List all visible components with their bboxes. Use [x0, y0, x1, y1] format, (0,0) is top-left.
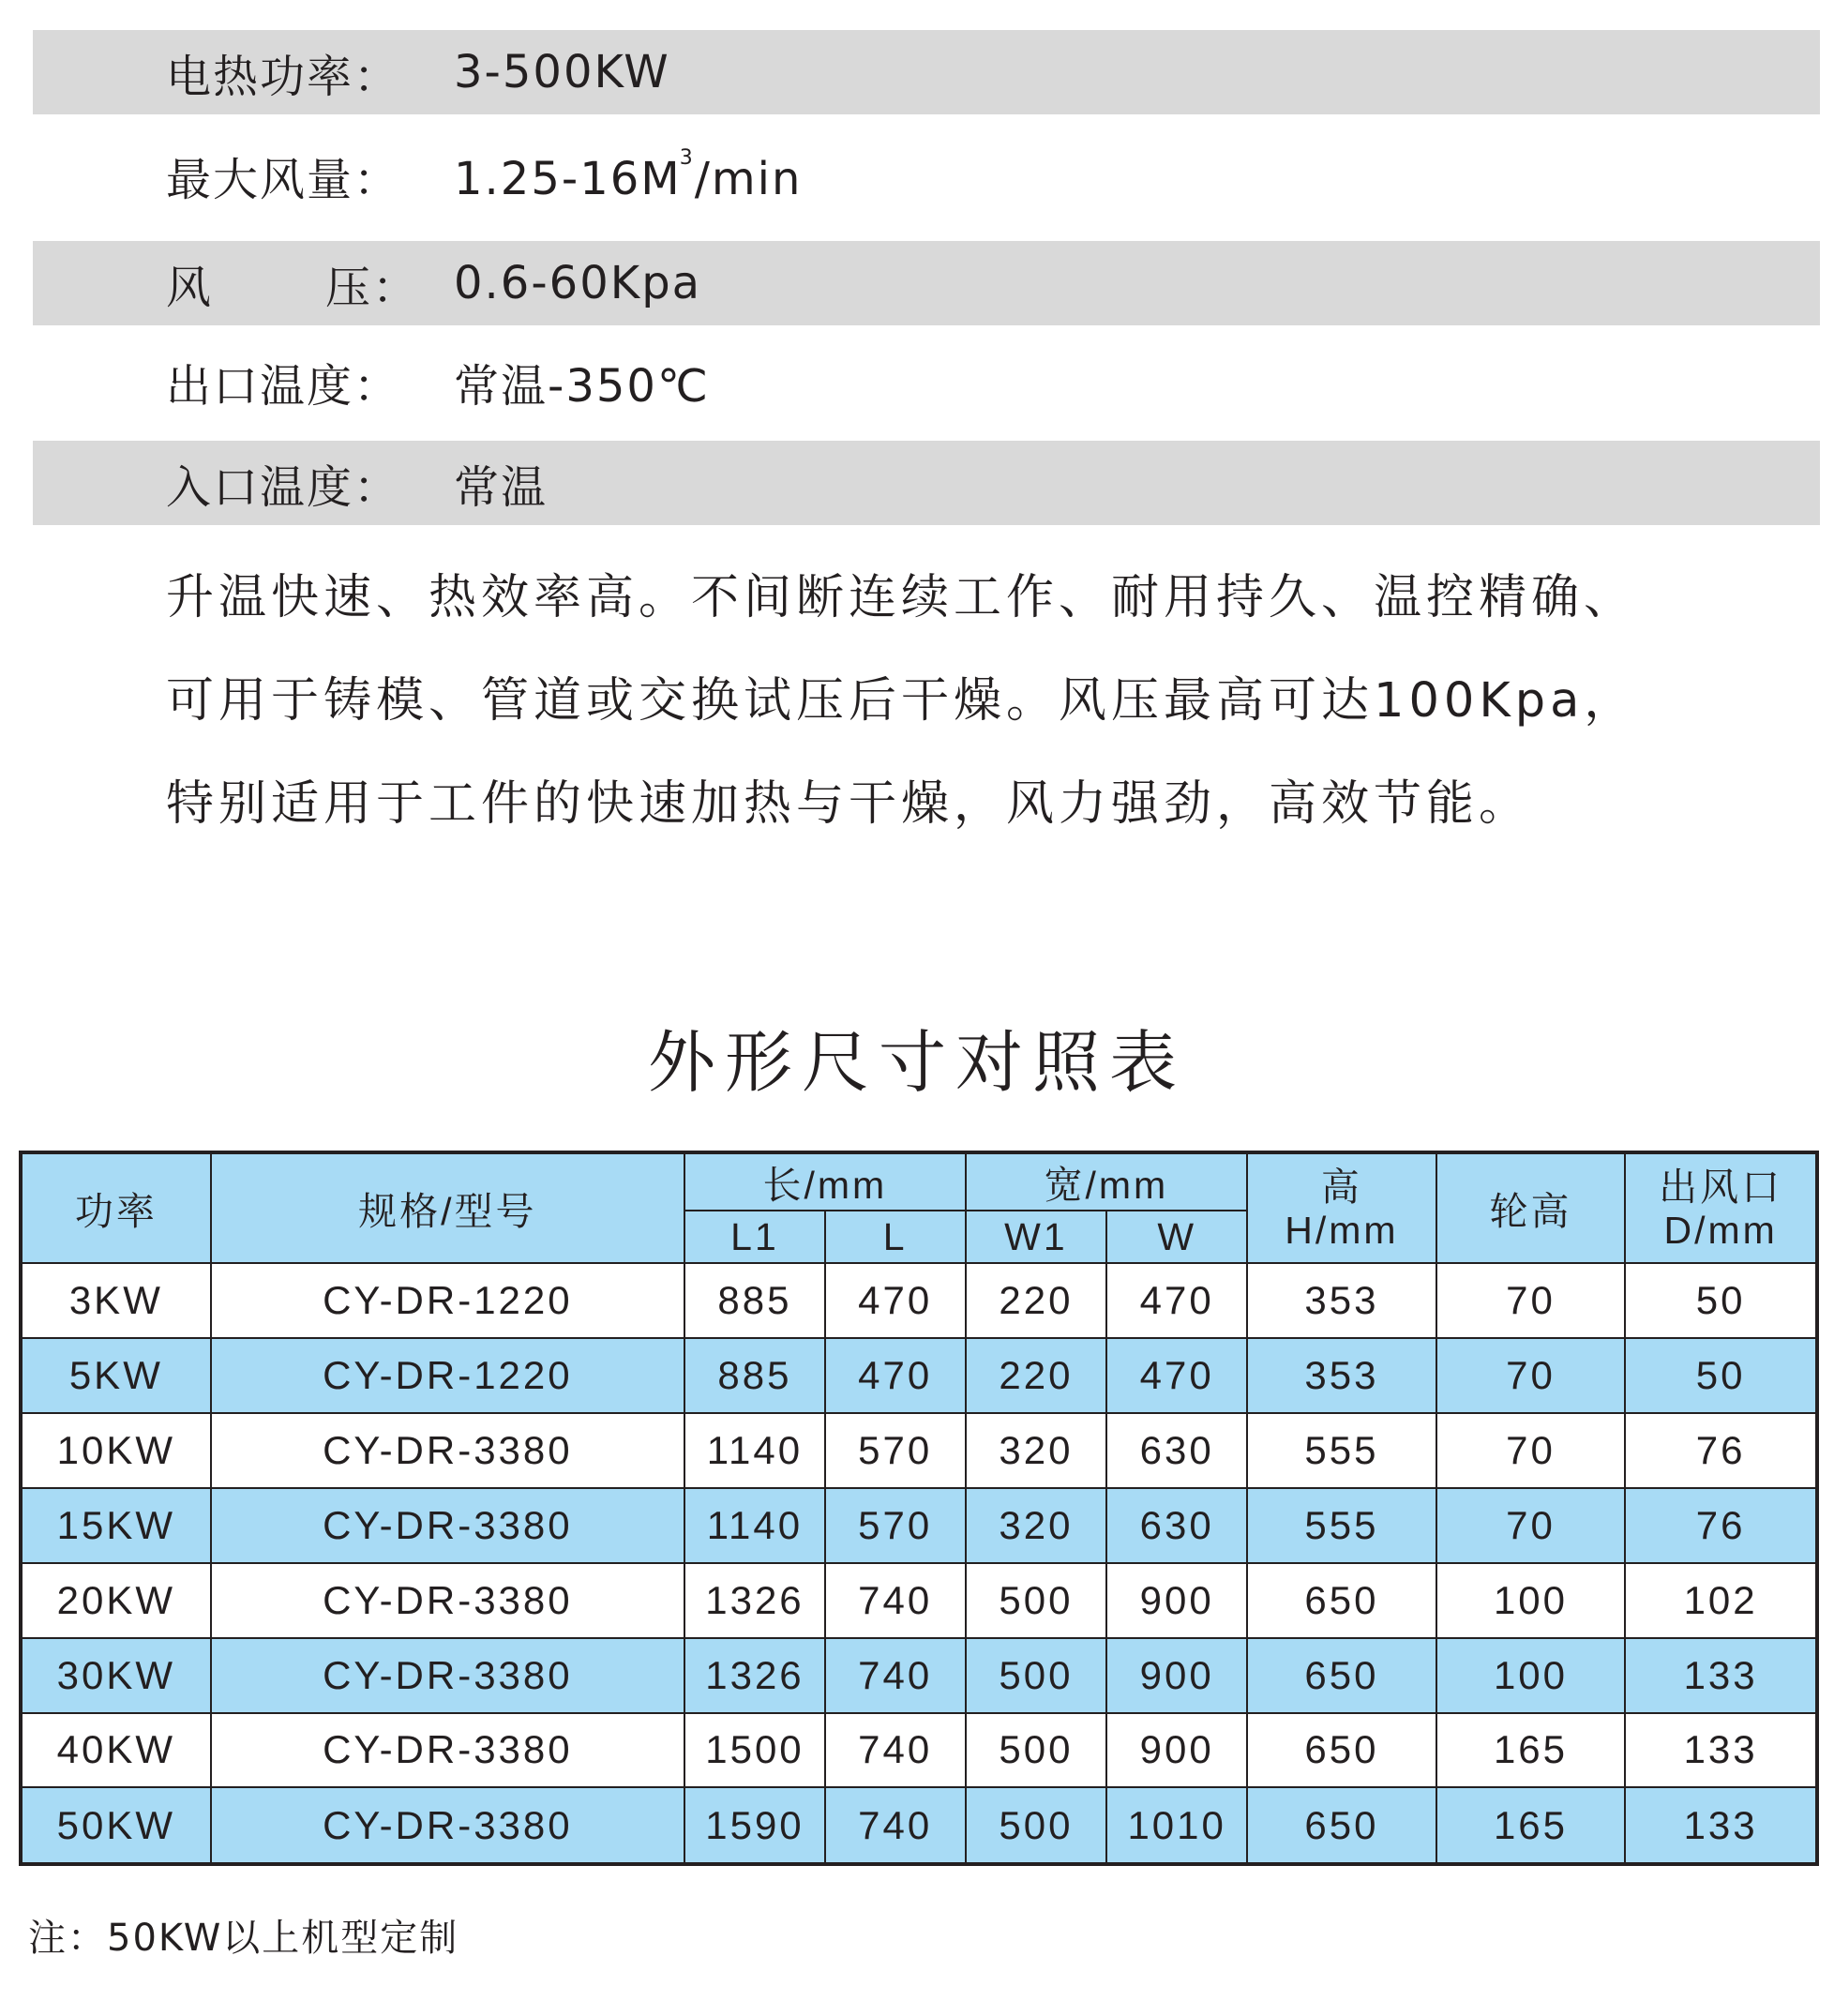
spec-pressure	[33, 241, 1820, 325]
cell-outlet: 76	[1625, 1413, 1817, 1488]
header-outlet-label: 出风口	[1659, 1165, 1783, 1209]
table-title: 外形尺寸对照表	[647, 1023, 1186, 1102]
cell-power: 40KW	[21, 1713, 211, 1788]
cell-power: 5KW	[21, 1338, 211, 1413]
cell-l1: 1326	[684, 1638, 825, 1713]
cell-outlet: 50	[1625, 1263, 1817, 1338]
cell-w: 900	[1106, 1713, 1247, 1788]
cell-power: 50KW	[21, 1787, 211, 1864]
cell-model: CY-DR-3380	[211, 1488, 684, 1563]
cell-model: CY-DR-3380	[211, 1713, 684, 1788]
footnote: 注：50KW以上机型定制	[28, 1917, 459, 1960]
cell-height: 650	[1247, 1787, 1436, 1864]
cell-power: 15KW	[21, 1488, 211, 1563]
cell-power: 30KW	[21, 1638, 211, 1713]
cell-w1: 220	[966, 1263, 1107, 1338]
cell-l: 740	[825, 1638, 966, 1713]
cell-l1: 1590	[684, 1787, 825, 1864]
spec-power	[33, 30, 1820, 114]
cell-outlet: 76	[1625, 1488, 1817, 1563]
header-outlet-unit: D/mm	[1663, 1208, 1778, 1252]
description-line-1: 升温快速、热效率高。不间断连续工作、耐用持久、温控精确、	[166, 570, 1637, 625]
cell-height: 353	[1247, 1338, 1436, 1413]
cell-model: CY-DR-3380	[211, 1638, 684, 1713]
cell-l1: 885	[684, 1263, 825, 1338]
header-model: 规格/型号	[211, 1152, 684, 1263]
cell-w: 470	[1106, 1263, 1247, 1338]
cell-l: 470	[825, 1263, 966, 1338]
cell-w1: 500	[966, 1563, 1107, 1638]
cell-l: 570	[825, 1413, 966, 1488]
cell-model: CY-DR-3380	[211, 1413, 684, 1488]
cell-l: 740	[825, 1713, 966, 1788]
cell-w: 630	[1106, 1413, 1247, 1488]
cell-l1: 1500	[684, 1713, 825, 1788]
cell-wheel: 70	[1436, 1338, 1626, 1413]
cell-l1: 1326	[684, 1563, 825, 1638]
spec-power-value: 3-500KW	[454, 46, 670, 98]
header-wheel: 轮高	[1436, 1152, 1626, 1263]
cell-w1: 220	[966, 1338, 1107, 1413]
table-row	[21, 1338, 1817, 1413]
cell-power: 10KW	[21, 1413, 211, 1488]
cell-l1: 885	[684, 1338, 825, 1413]
dimensions-table	[19, 1151, 1819, 1866]
table-row	[21, 1787, 1817, 1864]
header-outlet	[1625, 1152, 1817, 1263]
cell-wheel: 165	[1436, 1787, 1626, 1864]
cell-l: 570	[825, 1488, 966, 1563]
cell-l1: 1140	[684, 1413, 825, 1488]
spec-outlet-temp-label: 出口温度：	[166, 359, 401, 413]
header-length: 长/mm	[684, 1152, 966, 1211]
header-height-unit: H/mm	[1285, 1208, 1399, 1252]
table-row	[21, 1488, 1817, 1563]
description-line-3: 特别适用于工件的快速加热与干燥，风力强劲，高效节能。	[166, 776, 1532, 832]
cell-wheel: 70	[1436, 1413, 1626, 1488]
spec-outlet-temp-value: 常温-350℃	[454, 359, 710, 413]
cell-w: 470	[1106, 1338, 1247, 1413]
cell-l: 470	[825, 1338, 966, 1413]
cell-w: 900	[1106, 1638, 1247, 1713]
cell-w: 900	[1106, 1563, 1247, 1638]
spec-airflow-superscript: 3	[679, 145, 695, 170]
cell-outlet: 133	[1625, 1638, 1817, 1713]
table-row	[21, 1413, 1817, 1488]
cell-w: 1010	[1106, 1787, 1247, 1864]
cell-w1: 500	[966, 1713, 1107, 1788]
spec-pressure-value: 0.6-60Kpa	[454, 257, 702, 309]
cell-height: 650	[1247, 1563, 1436, 1638]
table-row	[21, 1713, 1817, 1788]
spec-power-label: 电热功率：	[166, 50, 401, 103]
header-l: L	[825, 1211, 966, 1263]
cell-w1: 500	[966, 1787, 1107, 1864]
description-line-2: 可用于铸模、管道或交换试压后干燥。风压最高可达100Kpa，	[166, 673, 1637, 729]
cell-height: 555	[1247, 1413, 1436, 1488]
cell-wheel: 100	[1436, 1563, 1626, 1638]
cell-wheel: 70	[1436, 1263, 1626, 1338]
cell-model: CY-DR-3380	[211, 1563, 684, 1638]
spec-outlet-temp	[33, 339, 1820, 424]
header-l1: L1	[684, 1211, 825, 1263]
cell-outlet: 50	[1625, 1338, 1817, 1413]
spec-inlet-temp-label: 入口温度：	[166, 460, 401, 514]
spec-airflow	[33, 133, 1820, 218]
cell-model: CY-DR-3380	[211, 1787, 684, 1864]
cell-height: 555	[1247, 1488, 1436, 1563]
header-height	[1247, 1152, 1436, 1263]
spec-airflow-label: 最大风量：	[166, 153, 401, 206]
cell-model: CY-DR-1220	[211, 1263, 684, 1338]
header-w: W	[1106, 1211, 1247, 1263]
cell-w1: 320	[966, 1488, 1107, 1563]
cell-outlet: 102	[1625, 1563, 1817, 1638]
cell-power: 20KW	[21, 1563, 211, 1638]
cell-l1: 1140	[684, 1488, 825, 1563]
spec-inlet-temp-value: 常温	[454, 460, 549, 514]
cell-power: 3KW	[21, 1263, 211, 1338]
cell-outlet: 133	[1625, 1787, 1817, 1864]
header-width: 宽/mm	[966, 1152, 1248, 1211]
table-row	[21, 1263, 1817, 1338]
spec-pressure-label	[166, 251, 454, 316]
cell-wheel: 70	[1436, 1488, 1626, 1563]
cell-l: 740	[825, 1563, 966, 1638]
spec-airflow-unit: /min	[694, 152, 803, 205]
cell-w1: 320	[966, 1413, 1107, 1488]
cell-model: CY-DR-1220	[211, 1338, 684, 1413]
cell-height: 650	[1247, 1638, 1436, 1713]
cell-wheel: 100	[1436, 1638, 1626, 1713]
table-row	[21, 1638, 1817, 1713]
cell-outlet: 133	[1625, 1713, 1817, 1788]
spec-pressure-label-b: 压：	[325, 261, 420, 314]
table-row	[21, 1563, 1817, 1638]
spec-pressure-label-a: 风	[166, 261, 214, 314]
cell-height: 650	[1247, 1713, 1436, 1788]
header-power: 功率	[21, 1152, 211, 1263]
cell-wheel: 165	[1436, 1713, 1626, 1788]
cell-l: 740	[825, 1787, 966, 1864]
cell-w1: 500	[966, 1638, 1107, 1713]
cell-height: 353	[1247, 1263, 1436, 1338]
spec-airflow-number: 1.25-16M	[454, 152, 682, 205]
cell-w: 630	[1106, 1488, 1247, 1563]
spec-airflow-value	[454, 146, 802, 205]
header-w1: W1	[966, 1211, 1107, 1263]
spec-inlet-temp	[33, 441, 1820, 525]
header-height-label: 高	[1320, 1165, 1362, 1209]
